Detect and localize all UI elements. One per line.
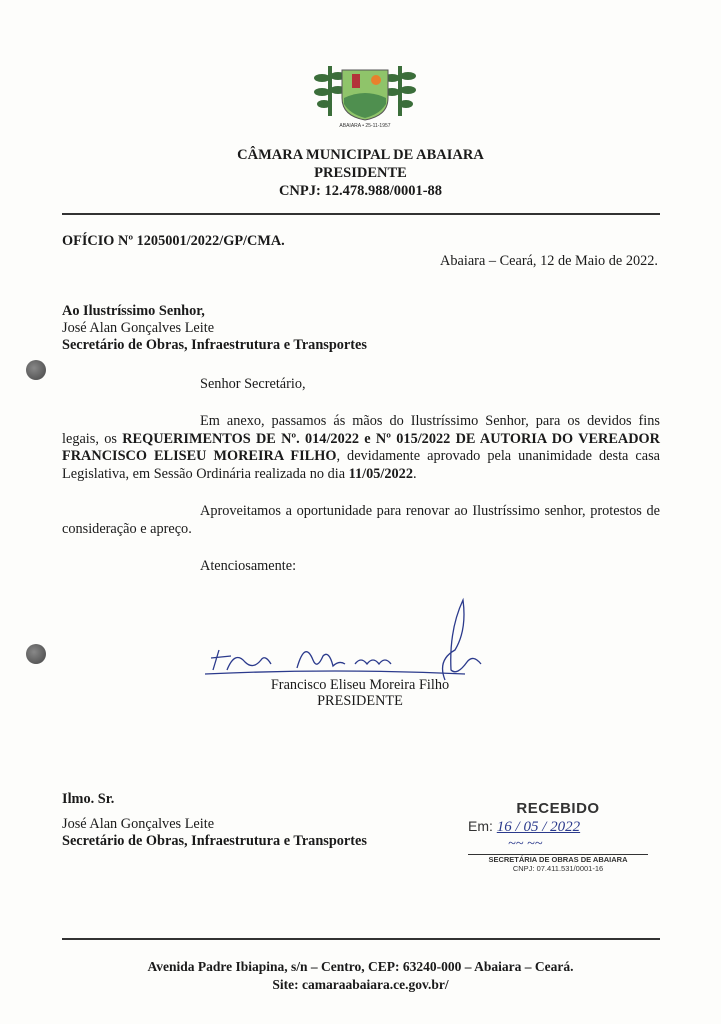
- letter-reference: OFÍCIO Nº 1205001/2022/GP/CMA.: [62, 233, 285, 249]
- office-name: PRESIDENTE: [314, 165, 407, 181]
- letterhead: [0, 146, 721, 200]
- stamp-department: SECRETÁRIA DE OBRAS DE ABAIARA: [488, 855, 628, 864]
- addressee-salutation: Ao Ilustríssimo Senhor,: [62, 303, 205, 319]
- closing: Atenciosamente:: [200, 558, 297, 574]
- session-date: 11/05/2022: [348, 465, 413, 482]
- svg-text:ABAIARA • 25-11-1957: ABAIARA • 25-11-1957: [339, 123, 391, 128]
- stamp-signature: ~~ ~~: [468, 836, 648, 855]
- body-text: Em anexo, passamos ás mãos do Ilustríssimo Senhor, para os devidos fins legais, os: [62, 413, 660, 447]
- addressee-title: Secretário de Obras, Infraestrutura e Transportes: [62, 337, 367, 353]
- received-stamp: [468, 800, 648, 873]
- stamp-title: RECEBIDO: [516, 800, 600, 817]
- body-paragraph-2: Aproveitamos a oportunidade para renovar ao Ilustríssimo senhor, protestos de consideração e apreço.: [62, 503, 660, 537]
- punch-hole: [26, 644, 46, 664]
- addressee-block: [62, 303, 367, 354]
- greeting: Senhor Secretário,: [200, 376, 306, 392]
- receipt-addressee: [62, 816, 367, 850]
- requerimentos-emphasis: REQUERIMENTOS DE Nº. 014/2022 e Nº 015/2022 DE AUTORIA DO VEREADOR FRANCISCO ELISEU MOREIRA FILHO: [62, 430, 660, 465]
- receipt-to-label: Ilmo. Sr.: [62, 791, 115, 807]
- stamp-cnpj: CNPJ: 07.411.531/0001-16: [512, 864, 604, 873]
- receipt-title: Secretário de Obras, Infraestrutura e Transportes: [62, 833, 367, 849]
- footer-divider: [62, 938, 660, 940]
- cnpj: CNPJ: 12.478.988/0001-88: [278, 183, 443, 199]
- addressee-name: José Alan Gonçalves Leite: [62, 320, 215, 336]
- municipal-crest: [310, 48, 420, 128]
- institution-name: CÂMARA MUNICIPAL DE ABAIARA: [237, 147, 484, 163]
- body-text: .: [412, 465, 417, 482]
- footer-site-label: Site:: [272, 977, 302, 992]
- footer: [0, 958, 721, 994]
- stamp-date: 16 / 05 / 2022: [496, 819, 581, 835]
- body-text: , devidamente aprovado pela unanimidade desta casa Legislativa, em Sessão Ordinária realizada no dia: [62, 448, 661, 482]
- signer-name: Francisco Eliseu Moreira Filho: [270, 677, 450, 693]
- punch-hole: [26, 360, 46, 380]
- footer-site-link[interactable]: camaraabaiara.ce.gov.br/: [302, 977, 449, 992]
- body-paragraph-1: [62, 413, 660, 483]
- signer-title: PRESIDENTE: [317, 693, 403, 709]
- receipt-name: José Alan Gonçalves Leite: [62, 816, 215, 832]
- place-date: Abaiara – Ceará, 12 de Maio de 2022.: [440, 253, 658, 269]
- stamp-em-label: Em:: [468, 818, 493, 834]
- signer-block: [245, 677, 475, 709]
- footer-address: Avenida Padre Ibiapina, s/n – Centro, CEP: 63240-000 – Abaiara – Ceará.: [147, 959, 574, 974]
- header-divider: [62, 213, 660, 215]
